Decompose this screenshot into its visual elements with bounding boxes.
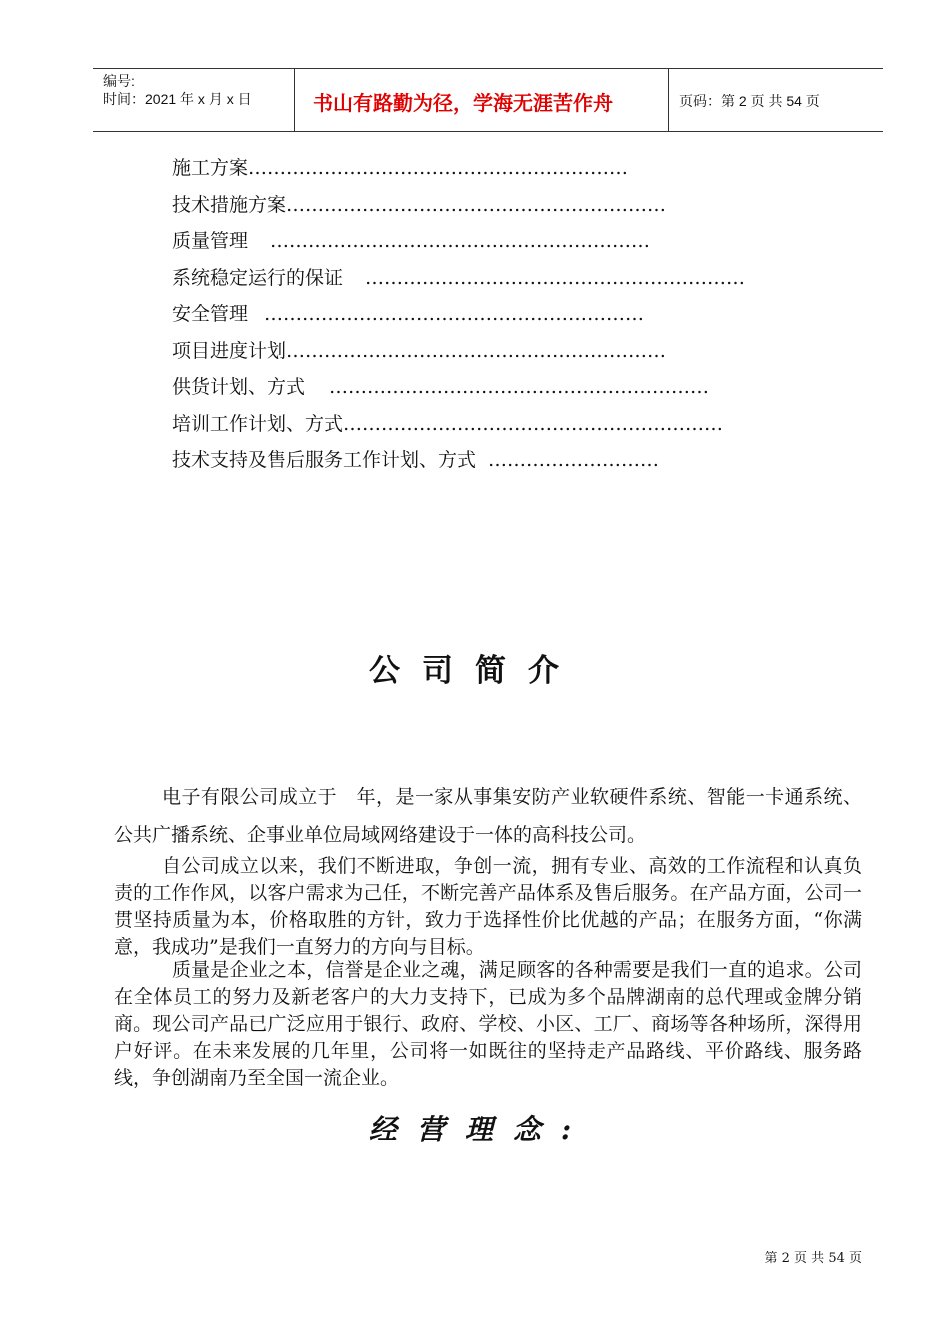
toc-item[interactable]	[172, 406, 742, 443]
toc-item-dots: ……………………………………………………	[264, 303, 645, 325]
toc-item[interactable]	[172, 150, 742, 187]
paragraph-history: 自公司成立以来，我们不断进取，争创一流，拥有专业、高效的工作流程和认真负责的工作作风，以客户需求为己任，不断完善产品体系及售后服务。在产品方面，公司一贯坚持质量为本，价格取胜的方针，致力于选择性价比优越的产品；在服务方面，“你满意，我成功”是我们一直努力的方向与目标。	[114, 855, 862, 958]
business-philosophy-heading: 经营理念:	[368, 1113, 592, 1146]
toc-item-label: 技术措施方案	[172, 193, 287, 216]
toc-item-label: 质量管理	[172, 230, 249, 252]
toc-item-label: 培训工作计划、方式	[172, 412, 344, 435]
toc-item[interactable]	[172, 223, 742, 260]
number-label: 编号:	[103, 73, 135, 89]
toc-item-dots: ……………………………………………………	[365, 266, 746, 289]
section-title: 公司简介	[369, 653, 581, 689]
toc-item[interactable]	[172, 187, 742, 224]
header-motto: 书山有路勤为径，学海无涯苦作舟	[313, 91, 613, 115]
page-header	[93, 68, 883, 132]
toc-item[interactable]	[172, 260, 746, 297]
header-motto-cell	[295, 69, 669, 131]
header-info-cell	[93, 69, 295, 131]
toc-item-dots: ………………………	[488, 449, 660, 471]
toc-item-label: 施工方案	[172, 157, 249, 179]
toc-item[interactable]	[172, 369, 742, 406]
toc-item-label: 供货计划、方式	[172, 376, 306, 398]
toc-item-label: 技术支持及售后服务工作计划、方式	[172, 449, 477, 471]
toc-item-dots: ……………………………………………………	[343, 412, 724, 435]
toc-item-label: 安全管理	[172, 303, 249, 325]
paragraph-quality: 质量是企业之本，信誉是企业之魂，满足顾客的各种需要是我们一直的追求。公司在全体员工的努力及新老客户的大力支持下，已成为多个品牌湖南的总代理或金牌分销商。现公司产品已广泛应用于银行、政府、学校、小区、工厂、商场等各种场所，深得用户好评。在未来发展的几年里，公司将一如既往的坚持走产品路线、平价路线、服务路线，争创湖南乃至全国一流企业。	[114, 959, 862, 1089]
header-page-cell	[669, 69, 883, 131]
toc-item-label: 系统稳定运行的保证	[172, 266, 344, 289]
toc-item-label: 项目进度计划	[172, 339, 287, 362]
toc-item-dots: ……………………………………………………	[286, 339, 667, 362]
page-footer: 第 2 页 共 54 页	[764, 1251, 862, 1266]
paragraph-intro: 电子有限公司成立于 年，是一家从事集安防产业软硬件系统、智能一卡通系统、公共广播系统、企事业单位局域网络建设于一体的高科技公司。	[114, 786, 862, 846]
toc-item[interactable]	[172, 442, 742, 479]
table-of-contents	[172, 150, 746, 479]
toc-item-dots: ……………………………………………………	[270, 230, 651, 252]
toc-item[interactable]	[172, 296, 742, 333]
toc-item[interactable]	[172, 333, 742, 370]
toc-item-dots: ……………………………………………………	[286, 193, 667, 216]
header-page-label: 页码：第 2 页 共 54 页	[679, 93, 820, 109]
toc-item-dots: ……………………………………………………	[248, 157, 629, 179]
time-label: 时间：2021 年 x 月 x 日	[103, 91, 252, 107]
toc-item-dots: ……………………………………………………	[329, 376, 710, 398]
